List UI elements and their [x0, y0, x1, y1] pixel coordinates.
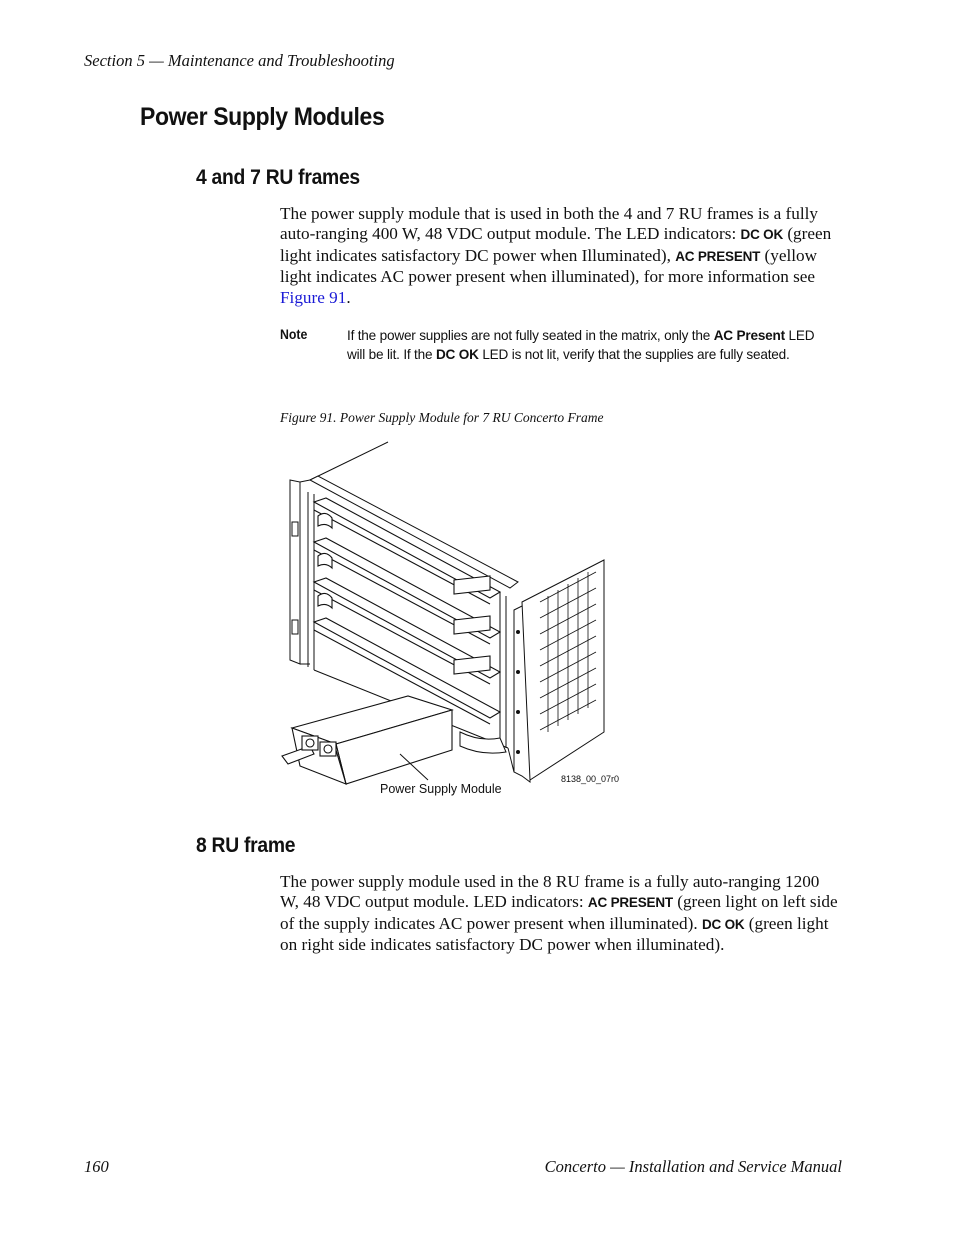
text-segment: (green light indicates satisfactory DC power when Illuminated), — [280, 224, 832, 265]
text-segment: If the power supplies are not fully seated in the matrix, only the — [347, 328, 714, 343]
text-segment: (green light on left side of the supply indicates AC power present when illuminated). — [280, 892, 838, 933]
text-segment: LED will be lit. If the — [347, 328, 815, 362]
figure-caption: Figure 91. Power Supply Module for 7 RU Concerto Frame — [280, 410, 604, 425]
keyword-ac-present: AC PRESENT — [675, 248, 761, 264]
note-keyword-ac-present: AC Present — [713, 328, 785, 343]
subsection-heading-8-ru: 8 RU frame — [196, 834, 296, 857]
figure-callout-label: Power Supply Module — [380, 782, 502, 796]
keyword-dc-ok: DC OK — [701, 916, 745, 932]
power-supply-illustration — [278, 432, 628, 804]
text-segment: The power supply module used in the 8 RU frame is a fully auto-ranging 1200 W, 48 VDC output module. LED indicators: — [280, 872, 820, 912]
power-supply-figure — [278, 432, 628, 804]
running-head: Section 5 — Maintenance and Troubleshooting — [84, 51, 395, 70]
keyword-ac-present: AC PRESENT — [587, 895, 673, 911]
text-segment: (yellow light indicates AC power present when illuminated), for more information see — [280, 245, 818, 287]
note-keyword-dc-ok: DC OK — [435, 347, 479, 362]
figure-91-link[interactable]: Figure 91 — [280, 287, 347, 307]
keyword-dc-ok: DC OK — [740, 227, 784, 243]
manual-title: Concerto — Installation and Service Manual — [544, 1157, 842, 1176]
subsection-heading-4-7-ru: 4 and 7 RU frames — [196, 166, 360, 189]
note-label: Note — [280, 326, 308, 342]
text-segment: The power supply module that is used in both the 4 and 7 RU frames is a fully auto-ranging 400 W, 48 VDC output module. The LED indicators: — [280, 204, 818, 244]
page-number: 160 — [84, 1157, 109, 1176]
text-segment: LED is not lit, verify that the supplies are fully seated. — [478, 347, 790, 362]
page-title: Power Supply Modules — [140, 103, 385, 131]
note-text — [347, 326, 835, 364]
text-segment: . — [346, 287, 351, 307]
paragraph-8-ru — [280, 872, 842, 956]
figure-code: 8138_00_07r0 — [561, 774, 620, 784]
text-segment: (green light on right side indicates satisfactory DC power when illuminated). — [280, 913, 829, 955]
paragraph-4-7-ru — [280, 204, 842, 308]
